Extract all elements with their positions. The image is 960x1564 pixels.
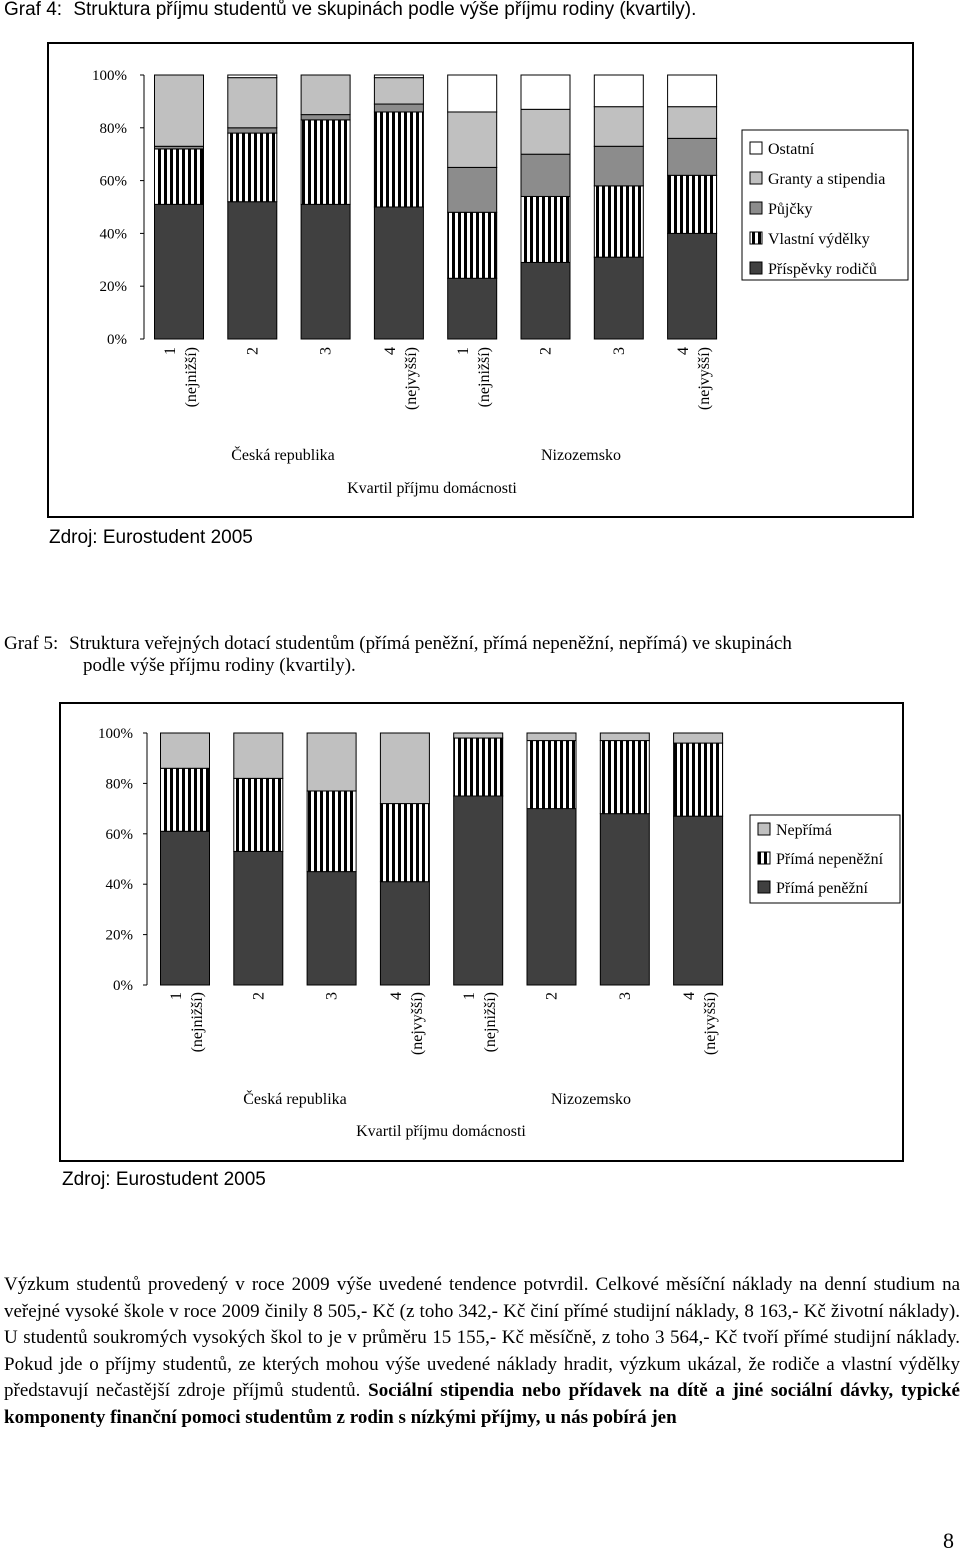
bar-segment bbox=[594, 107, 643, 147]
bar-segment bbox=[600, 741, 649, 814]
bar-segment bbox=[674, 743, 723, 816]
y-tick-label: 100% bbox=[92, 68, 127, 84]
bar-segment bbox=[301, 115, 350, 120]
bar-segment bbox=[448, 212, 497, 278]
legend-swatch bbox=[750, 172, 762, 184]
category-label bbox=[388, 992, 426, 1055]
bar-segment bbox=[228, 78, 277, 128]
bar-segment bbox=[527, 733, 576, 741]
category-label-line: 3 bbox=[610, 347, 628, 355]
bar-segment bbox=[380, 804, 429, 882]
bar-segment bbox=[307, 733, 356, 791]
category-label bbox=[461, 992, 499, 1052]
category-label bbox=[250, 992, 267, 1000]
bar-segment bbox=[668, 233, 717, 339]
y-tick-label: 60% bbox=[99, 173, 127, 190]
bar-segment bbox=[301, 120, 350, 204]
category-label-line: 2 bbox=[244, 347, 262, 355]
category-label-line: 4 bbox=[381, 347, 399, 355]
bar-segment bbox=[228, 75, 277, 78]
graf5-source: Zdroj: Eurostudent 2005 bbox=[62, 1169, 266, 1190]
legend-label: Příspěvky rodičů bbox=[768, 261, 877, 278]
bar-segment bbox=[527, 741, 576, 809]
bar-segment bbox=[161, 733, 210, 768]
y-tick-label: 20% bbox=[99, 279, 127, 296]
legend bbox=[742, 130, 908, 280]
bar-segment bbox=[454, 738, 503, 796]
category-label-line: 3 bbox=[323, 992, 341, 1000]
category-label-line: 4 bbox=[387, 992, 405, 1000]
category-label-line: 2 bbox=[537, 347, 555, 355]
y-tick-label: 0% bbox=[107, 332, 127, 348]
bar-segment bbox=[380, 882, 429, 985]
legend-label: Půjčky bbox=[768, 201, 813, 218]
bar-segment bbox=[155, 149, 204, 204]
graf4-caption-text: Struktura příjmu studentů ve skupinách podle výše příjmu rodiny (kvartily). bbox=[73, 0, 697, 20]
category-label bbox=[611, 347, 628, 355]
legend-box bbox=[742, 130, 908, 280]
bar-segment bbox=[454, 733, 503, 738]
category-label bbox=[324, 992, 341, 1000]
bar-segment bbox=[155, 204, 204, 339]
graf5-chart bbox=[61, 704, 902, 1160]
category-label bbox=[675, 347, 713, 410]
legend-swatch bbox=[758, 881, 770, 893]
category-label-line: 1 bbox=[455, 347, 473, 355]
category-label bbox=[168, 992, 206, 1052]
bar-segment bbox=[307, 791, 356, 872]
paragraph-bold: Sociální stipendia nebo přídavek na dítě a jiné sociální dávky, typické komponenty finanční pomoci studentům z rodin s nízkými příjmy, u nás pobírá jen bbox=[4, 1380, 960, 1428]
legend-label: Přímá peněžní bbox=[776, 880, 868, 897]
bar-segment bbox=[594, 75, 643, 107]
bar-segment bbox=[600, 733, 649, 741]
bar-segment bbox=[374, 207, 423, 339]
category-label bbox=[455, 347, 493, 407]
category-label-line: (nejnižší) bbox=[482, 992, 500, 1053]
category-label-line: 1 bbox=[461, 992, 479, 1000]
y-tick-label: 60% bbox=[105, 826, 133, 843]
bar-segment bbox=[301, 204, 350, 339]
bar-segment bbox=[521, 154, 570, 196]
graf5-caption bbox=[4, 633, 960, 677]
graf4-chart bbox=[49, 44, 912, 516]
bar-segment bbox=[307, 872, 356, 985]
category-label-line: 3 bbox=[317, 347, 335, 355]
category-label-line: (nejvyšší) bbox=[408, 992, 426, 1056]
category-label bbox=[318, 347, 335, 355]
bar-segment bbox=[228, 128, 277, 133]
bar-segment bbox=[674, 816, 723, 985]
legend bbox=[750, 815, 900, 903]
category-label bbox=[538, 347, 555, 355]
bar-segment bbox=[521, 196, 570, 262]
bar-segment bbox=[228, 133, 277, 202]
category-label bbox=[244, 347, 261, 355]
bar-segment bbox=[234, 778, 283, 851]
bar-segment bbox=[668, 175, 717, 233]
category-label bbox=[544, 992, 561, 1000]
legend-swatch bbox=[758, 852, 770, 864]
bar-segment bbox=[161, 831, 210, 985]
graf4-source: Zdroj: Eurostudent 2005 bbox=[49, 527, 253, 548]
bar-segment bbox=[155, 75, 204, 146]
bar-segment bbox=[374, 78, 423, 104]
y-tick-label: 80% bbox=[105, 776, 133, 793]
category-label bbox=[617, 992, 634, 1000]
bar-segment bbox=[594, 257, 643, 339]
bar-segment bbox=[521, 109, 570, 154]
category-label bbox=[382, 347, 420, 410]
bar-segment bbox=[668, 107, 717, 139]
bar-segment bbox=[380, 733, 429, 804]
category-label-line: 3 bbox=[616, 992, 634, 1000]
bar-segment bbox=[527, 809, 576, 985]
legend-label: Vlastní výdělky bbox=[768, 231, 870, 248]
graf5-frame bbox=[59, 702, 904, 1162]
bar-segment bbox=[234, 733, 283, 778]
category-label-line: (nejvyšší) bbox=[696, 347, 714, 411]
y-tick-label: 40% bbox=[99, 226, 127, 243]
graf5-caption-line2: podle výše příjmu rodiny (kvartily). bbox=[83, 655, 356, 676]
legend-label: Přímá nepeněžní bbox=[776, 851, 884, 868]
group-label: Česká republika bbox=[243, 1091, 347, 1108]
category-label-line: 1 bbox=[162, 347, 179, 355]
bar-segment bbox=[454, 796, 503, 985]
category-label-line: (nejnižší) bbox=[476, 347, 494, 408]
graf4-caption bbox=[4, 0, 696, 21]
bar-segment bbox=[448, 112, 497, 167]
y-tick-label: 80% bbox=[99, 120, 127, 137]
bar-segment bbox=[448, 278, 497, 339]
bar-segment bbox=[668, 138, 717, 175]
paragraph-normal: Výzkum studentů provedený v roce 2009 výše uvedené tendence potvrdil. Celkové měsíční náklady na denní studium na veřejné vysoké škole v roce 2009 činily 8 505,- Kč (z toho 342,- Kč činí přímé studijní náklady, 8 163,- Kč životní náklady). U studentů soukromých vysokých škol to je v průměru 15 155,- Kč měsíčně, z toho 3 564,- Kč tvoří přímé studijní náklady. Pokud jde o příjmy studentů, ze kterých mohou výše uvedené náklady hradit, výzkum ukázal, že rodiče a vlastní výdělky představují nečastější zdroje příjmů studentů. bbox=[4, 1274, 960, 1402]
x-axis-title: Kvartil příjmu domácnosti bbox=[347, 480, 517, 497]
bar-segment bbox=[374, 112, 423, 207]
category-label-line: 1 bbox=[168, 992, 185, 1000]
category-label bbox=[162, 347, 200, 407]
y-tick-label: 20% bbox=[105, 927, 133, 944]
bar-segment bbox=[234, 851, 283, 985]
category-label-line: 4 bbox=[681, 992, 699, 1000]
bar-segment bbox=[374, 104, 423, 112]
bar-segment bbox=[161, 768, 210, 831]
legend-label: Nepřímá bbox=[776, 822, 832, 839]
group-label: Nizozemsko bbox=[541, 447, 621, 464]
legend-swatch bbox=[750, 262, 762, 274]
bar-segment bbox=[448, 75, 497, 112]
legend-swatch bbox=[750, 142, 762, 154]
bar-segment bbox=[521, 75, 570, 109]
legend-label: Granty a stipendia bbox=[768, 171, 886, 188]
legend-swatch bbox=[758, 823, 770, 835]
group-label: Nizozemsko bbox=[551, 1091, 631, 1108]
page-number: 8 bbox=[943, 1528, 954, 1553]
bar-segment bbox=[448, 167, 497, 212]
bar-segment bbox=[674, 733, 723, 743]
bar-segment bbox=[521, 262, 570, 339]
graf5-caption-prefix: Graf 5: bbox=[4, 633, 59, 654]
legend-label: Ostatní bbox=[768, 141, 815, 158]
y-tick-label: 0% bbox=[113, 978, 133, 994]
bar-segment bbox=[374, 75, 423, 78]
y-tick-label: 40% bbox=[105, 877, 133, 894]
category-label-line: (nejnižší) bbox=[183, 347, 200, 408]
graf5-caption-line1: Struktura veřejných dotací studentům (přímá peněžní, přímá nepeněžní, nepřímá) ve skupinách bbox=[69, 633, 792, 654]
category-label bbox=[681, 992, 719, 1055]
category-label-line: (nejnižší) bbox=[189, 992, 206, 1053]
body-paragraph bbox=[4, 1272, 960, 1432]
x-axis-title: Kvartil příjmu domácnosti bbox=[356, 1123, 526, 1140]
y-tick-label: 100% bbox=[98, 726, 133, 742]
category-label-line: 2 bbox=[543, 992, 561, 1000]
bar-segment bbox=[228, 202, 277, 339]
graf4-frame bbox=[47, 42, 914, 518]
category-label-line: (nejvyšší) bbox=[402, 347, 420, 411]
bar-segment bbox=[668, 75, 717, 107]
bar-segment bbox=[301, 75, 350, 115]
legend-swatch bbox=[750, 232, 762, 244]
group-label: Česká republika bbox=[231, 447, 335, 464]
graf4-caption-prefix: Graf 4: bbox=[4, 0, 63, 20]
category-label-line: (nejvyšší) bbox=[702, 992, 720, 1056]
bar-segment bbox=[600, 814, 649, 985]
legend-swatch bbox=[750, 202, 762, 214]
bar-segment bbox=[594, 146, 643, 186]
category-label-line: 4 bbox=[675, 347, 693, 355]
category-label-line: 2 bbox=[250, 992, 268, 1000]
bar-segment bbox=[594, 186, 643, 257]
